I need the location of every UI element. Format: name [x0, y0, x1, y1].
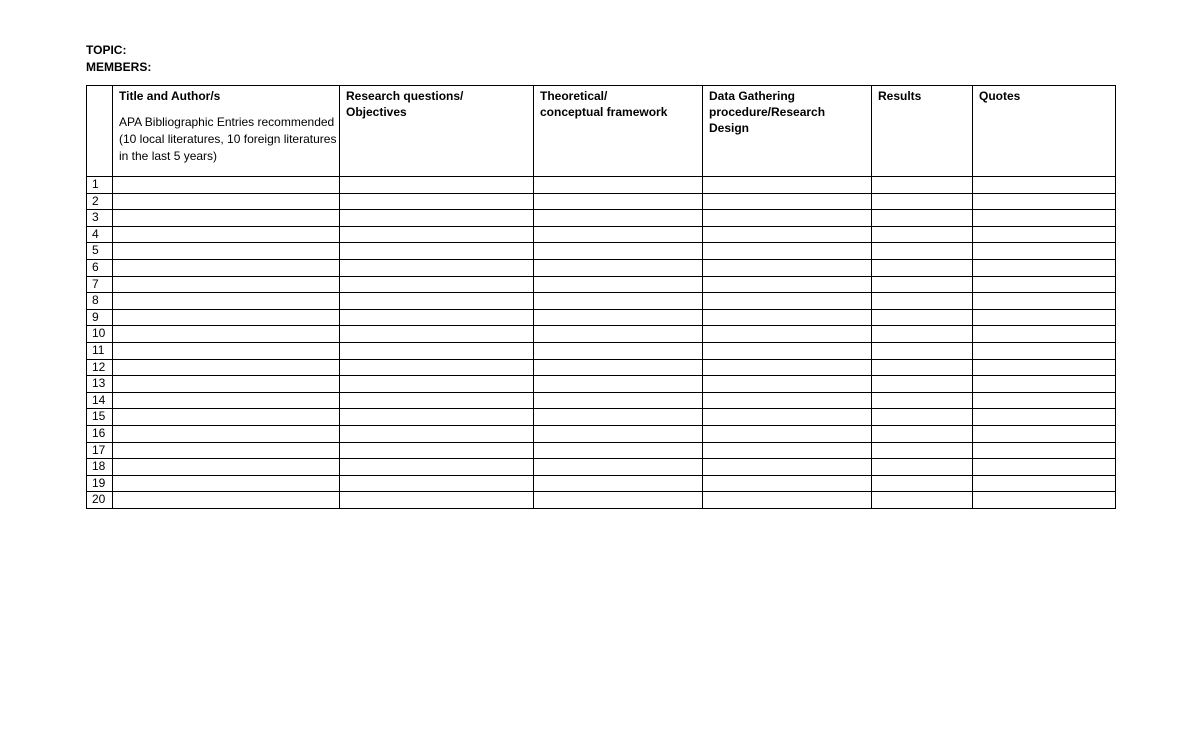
data-gathering-cell[interactable] — [703, 376, 872, 393]
title-cell[interactable] — [113, 492, 340, 509]
title-cell[interactable] — [113, 376, 340, 393]
results-cell[interactable] — [872, 442, 973, 459]
data-gathering-cell[interactable] — [703, 259, 872, 276]
row-number: 10 — [87, 326, 113, 343]
data-gathering-cell[interactable] — [703, 392, 872, 409]
header-theory-line1: Theoretical/ — [540, 89, 608, 103]
table-row — [87, 177, 1116, 194]
row-number: 2 — [87, 193, 113, 210]
quotes-cell[interactable] — [973, 392, 1116, 409]
table-body — [87, 177, 1116, 509]
quotes-cell[interactable] — [973, 342, 1116, 359]
theory-cell[interactable] — [534, 442, 703, 459]
quotes-cell[interactable] — [973, 359, 1116, 376]
header-title-label: Title and Author/s — [119, 89, 221, 103]
research-cell[interactable] — [340, 293, 534, 310]
research-cell[interactable] — [340, 243, 534, 260]
row-number: 8 — [87, 293, 113, 310]
research-cell[interactable] — [340, 276, 534, 293]
theory-cell[interactable] — [534, 293, 703, 310]
data-gathering-cell[interactable] — [703, 293, 872, 310]
theory-cell[interactable] — [534, 193, 703, 210]
results-cell[interactable] — [872, 359, 973, 376]
theory-cell[interactable] — [534, 259, 703, 276]
header-quotes — [973, 86, 1116, 177]
theory-cell[interactable] — [534, 475, 703, 492]
quotes-cell[interactable] — [973, 210, 1116, 227]
quotes-cell[interactable] — [973, 177, 1116, 194]
row-number: 20 — [87, 492, 113, 509]
table-row — [87, 210, 1116, 227]
row-number: 6 — [87, 259, 113, 276]
row-number: 13 — [87, 376, 113, 393]
results-cell[interactable] — [872, 276, 973, 293]
title-cell[interactable] — [113, 177, 340, 194]
results-cell[interactable] — [872, 193, 973, 210]
header-data-gathering — [703, 86, 872, 177]
title-cell[interactable] — [113, 409, 340, 426]
header-quotes-label: Quotes — [979, 89, 1021, 103]
results-cell[interactable] — [872, 309, 973, 326]
theory-cell[interactable] — [534, 342, 703, 359]
table-row — [87, 293, 1116, 310]
research-cell[interactable] — [340, 259, 534, 276]
row-number: 1 — [87, 177, 113, 194]
data-gathering-cell[interactable] — [703, 475, 872, 492]
literature-matrix-table — [86, 85, 1116, 509]
results-cell[interactable] — [872, 177, 973, 194]
research-cell[interactable] — [340, 326, 534, 343]
research-cell[interactable] — [340, 425, 534, 442]
theory-cell[interactable] — [534, 425, 703, 442]
research-cell[interactable] — [340, 409, 534, 426]
table-row — [87, 326, 1116, 343]
topic-label: TOPIC: — [86, 43, 127, 57]
quotes-cell[interactable] — [973, 376, 1116, 393]
table-row — [87, 276, 1116, 293]
data-gathering-cell[interactable] — [703, 359, 872, 376]
research-cell[interactable] — [340, 492, 534, 509]
results-cell[interactable] — [872, 392, 973, 409]
title-cell[interactable] — [113, 425, 340, 442]
theory-cell[interactable] — [534, 409, 703, 426]
theory-cell[interactable] — [534, 243, 703, 260]
data-gathering-cell[interactable] — [703, 193, 872, 210]
theory-cell[interactable] — [534, 359, 703, 376]
row-number: 16 — [87, 425, 113, 442]
row-number: 12 — [87, 359, 113, 376]
theory-cell[interactable] — [534, 376, 703, 393]
data-gathering-cell[interactable] — [703, 309, 872, 326]
data-gathering-cell[interactable] — [703, 425, 872, 442]
document-meta — [86, 42, 151, 76]
data-gathering-cell[interactable] — [703, 409, 872, 426]
title-cell[interactable] — [113, 459, 340, 476]
table-row — [87, 459, 1116, 476]
header-research-questions — [340, 86, 534, 177]
title-cell[interactable] — [113, 226, 340, 243]
title-cell[interactable] — [113, 326, 340, 343]
theory-cell[interactable] — [534, 392, 703, 409]
data-gathering-cell[interactable] — [703, 442, 872, 459]
research-cell[interactable] — [340, 210, 534, 227]
results-cell[interactable] — [872, 326, 973, 343]
table-row — [87, 309, 1116, 326]
table-row — [87, 425, 1116, 442]
quotes-cell[interactable] — [973, 409, 1116, 426]
results-cell[interactable] — [872, 342, 973, 359]
title-cell[interactable] — [113, 259, 340, 276]
row-number: 11 — [87, 342, 113, 359]
header-data-line2: procedure/Research Design — [709, 105, 826, 135]
title-cell[interactable] — [113, 475, 340, 492]
results-cell[interactable] — [872, 376, 973, 393]
research-cell[interactable] — [340, 309, 534, 326]
header-results — [872, 86, 973, 177]
theory-cell[interactable] — [534, 459, 703, 476]
quotes-cell[interactable] — [973, 243, 1116, 260]
table-row — [87, 475, 1116, 492]
research-cell[interactable] — [340, 177, 534, 194]
row-number: 9 — [87, 309, 113, 326]
quotes-cell[interactable] — [973, 326, 1116, 343]
title-cell[interactable] — [113, 309, 340, 326]
quotes-cell[interactable] — [973, 425, 1116, 442]
results-cell[interactable] — [872, 475, 973, 492]
row-number: 14 — [87, 392, 113, 409]
results-cell[interactable] — [872, 210, 973, 227]
research-cell[interactable] — [340, 193, 534, 210]
results-cell[interactable] — [872, 425, 973, 442]
header-row — [87, 86, 1116, 177]
theory-cell[interactable] — [534, 276, 703, 293]
theory-cell[interactable] — [534, 177, 703, 194]
quotes-cell[interactable] — [973, 259, 1116, 276]
data-gathering-cell[interactable] — [703, 342, 872, 359]
title-cell[interactable] — [113, 243, 340, 260]
data-gathering-cell[interactable] — [703, 210, 872, 227]
row-number: 5 — [87, 243, 113, 260]
data-gathering-cell[interactable] — [703, 226, 872, 243]
table-header — [87, 86, 1116, 177]
table-row — [87, 243, 1116, 260]
quotes-cell[interactable] — [973, 459, 1116, 476]
theory-cell[interactable] — [534, 309, 703, 326]
table-row — [87, 392, 1116, 409]
header-number-cell — [87, 86, 113, 177]
quotes-cell[interactable] — [973, 309, 1116, 326]
title-cell[interactable] — [113, 293, 340, 310]
header-title-author — [113, 86, 340, 177]
table-row — [87, 492, 1116, 509]
row-number: 7 — [87, 276, 113, 293]
results-cell[interactable] — [872, 293, 973, 310]
title-cell[interactable] — [113, 442, 340, 459]
row-number: 19 — [87, 475, 113, 492]
title-cell[interactable] — [113, 342, 340, 359]
table-row — [87, 259, 1116, 276]
table-row — [87, 376, 1116, 393]
quotes-cell[interactable] — [973, 193, 1116, 210]
research-cell[interactable] — [340, 442, 534, 459]
research-cell[interactable] — [340, 459, 534, 476]
quotes-cell[interactable] — [973, 442, 1116, 459]
data-gathering-cell[interactable] — [703, 276, 872, 293]
quotes-cell[interactable] — [973, 492, 1116, 509]
row-number: 15 — [87, 409, 113, 426]
quotes-cell[interactable] — [973, 276, 1116, 293]
title-cell[interactable] — [113, 193, 340, 210]
table-row — [87, 193, 1116, 210]
members-label: MEMBERS: — [86, 60, 152, 74]
theory-cell[interactable] — [534, 326, 703, 343]
table-row — [87, 342, 1116, 359]
research-cell[interactable] — [340, 226, 534, 243]
header-research-label: Research questions/ Objectives — [346, 89, 464, 119]
data-gathering-cell[interactable] — [703, 459, 872, 476]
header-theoretical-framework — [534, 86, 703, 177]
title-cell[interactable] — [113, 392, 340, 409]
theory-cell[interactable] — [534, 226, 703, 243]
theory-cell[interactable] — [534, 492, 703, 509]
results-cell[interactable] — [872, 243, 973, 260]
quotes-cell[interactable] — [973, 293, 1116, 310]
header-title-note: APA Bibliographic Entries recommended (10 local literatures, 10 foreign literatures in the last 5 years) — [119, 115, 337, 163]
row-number: 17 — [87, 442, 113, 459]
results-cell[interactable] — [872, 226, 973, 243]
header-theory-line2: conceptual framework — [540, 105, 668, 119]
quotes-cell[interactable] — [973, 475, 1116, 492]
header-data-line1: Data Gathering — [709, 89, 796, 103]
row-number: 18 — [87, 459, 113, 476]
table-row — [87, 442, 1116, 459]
results-cell[interactable] — [872, 459, 973, 476]
row-number: 4 — [87, 226, 113, 243]
table-row — [87, 409, 1116, 426]
data-gathering-cell[interactable] — [703, 326, 872, 343]
results-cell[interactable] — [872, 259, 973, 276]
results-cell[interactable] — [872, 492, 973, 509]
research-cell[interactable] — [340, 359, 534, 376]
row-number: 3 — [87, 210, 113, 227]
research-cell[interactable] — [340, 376, 534, 393]
data-gathering-cell[interactable] — [703, 243, 872, 260]
results-cell[interactable] — [872, 409, 973, 426]
quotes-cell[interactable] — [973, 226, 1116, 243]
research-cell[interactable] — [340, 475, 534, 492]
table-row — [87, 359, 1116, 376]
data-gathering-cell[interactable] — [703, 492, 872, 509]
header-results-label: Results — [878, 89, 922, 103]
title-cell[interactable] — [113, 210, 340, 227]
research-cell[interactable] — [340, 392, 534, 409]
table-row — [87, 226, 1116, 243]
title-cell[interactable] — [113, 359, 340, 376]
data-gathering-cell[interactable] — [703, 177, 872, 194]
research-cell[interactable] — [340, 342, 534, 359]
theory-cell[interactable] — [534, 210, 703, 227]
title-cell[interactable] — [113, 276, 340, 293]
